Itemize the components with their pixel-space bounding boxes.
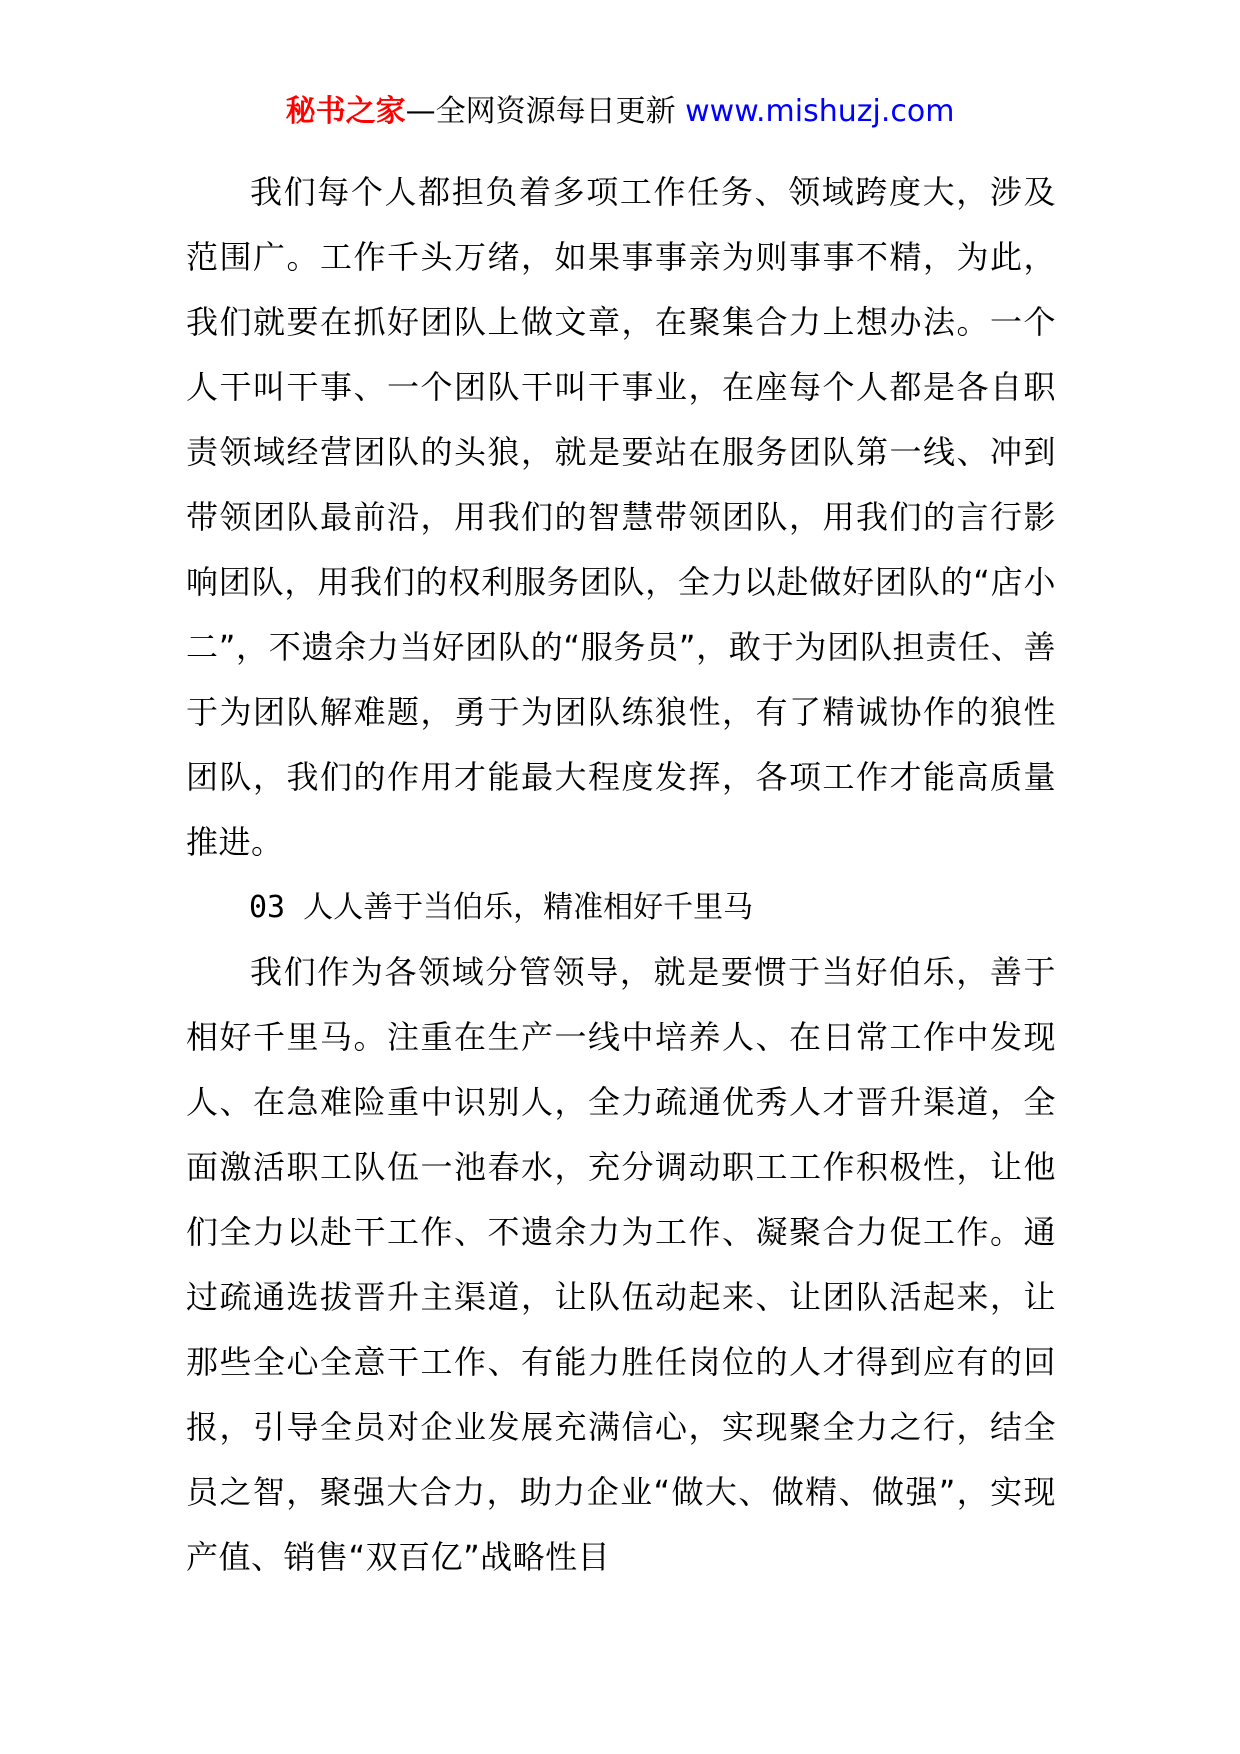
section-heading: 03 人人善于当伯乐，精准相好千里马 — [249, 890, 754, 925]
page-header — [0, 92, 1240, 132]
header-url[interactable]: www.mishuzj.com — [685, 94, 955, 129]
body-paragraph: 我们每个人都担负着多项工作任务、领域跨度大，涉及范围广。工作千头万绪，如果事事亲为则事事不精，为此，我们就要在抓好团队上做文章，在聚集合力上想办法。一个人干叫干事、一个团队干叫干事业，在座每个人都是各自职责领域经营团队的头狼，就是要站在服务团队第一线、冲到带领团队最前沿，用我们的智慧带领团队，用我们的言行影响团队，用我们的权利服务团队，全力以赴做好团队的“店小二”，不遗余力当好团队的“服务员”，敢于为团队担责任、善于为团队解难题，勇于为团队练狼性，有了精诚协作的狼性团队，我们的作用才能最大程度发挥，各项工作才能高质量推进。 — [186, 173, 1056, 861]
body-paragraph: 我们作为各领域分管领导，就是要惯于当好伯乐，善于相好千里马。注重在生产一线中培养人、在日常工作中发现人、在急难险重中识别人，全力疏通优秀人才晋升渠道，全面激活职工队伍一池春水，充分调动职工工作积极性，让他们全力以赴干工作、不遗余力为工作、凝聚合力促工作。通过疏通选拔晋升主渠道，让队伍动起来、让团队活起来，让那些全心全意干工作、有能力胜任岗位的人才得到应有的回报，引导全员对企业发展充满信心，实现聚全力之行，结全员之智，聚强大合力，助力企业“做大、做精、做强”，实现产值、销售“双百亿”战略性目 — [186, 953, 1056, 1576]
document-body — [186, 160, 1056, 1590]
header-tagline: —全网资源每日更新 — [405, 94, 686, 129]
brand-name: 秘书之家 — [285, 94, 406, 129]
